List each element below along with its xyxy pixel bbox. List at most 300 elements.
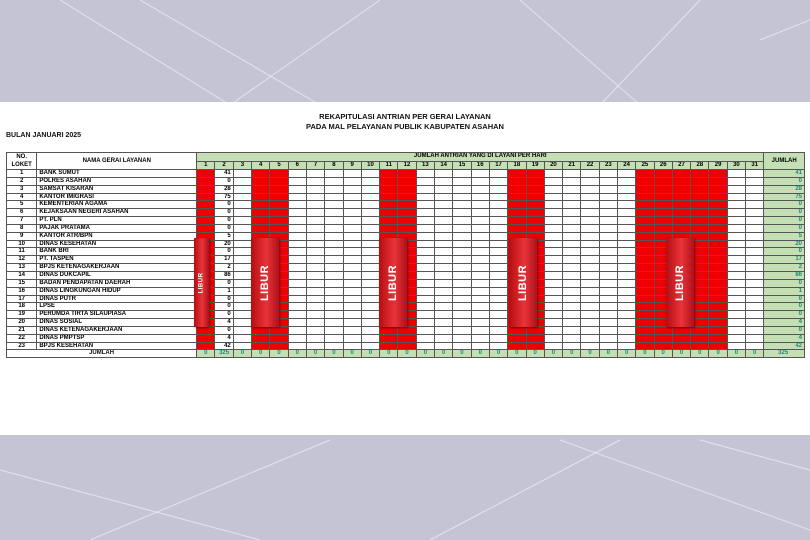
day-cell xyxy=(453,264,471,272)
day-cell xyxy=(709,342,727,350)
day-cell xyxy=(581,287,599,295)
day-cell xyxy=(617,279,635,287)
day-cell xyxy=(581,319,599,327)
day-cell xyxy=(233,185,251,193)
day-cell xyxy=(544,201,562,209)
day-cell xyxy=(435,224,453,232)
day-cell xyxy=(453,185,471,193)
day-cell xyxy=(617,326,635,334)
footer-day-total: 0 xyxy=(691,350,709,358)
row-total: 75 xyxy=(764,193,805,201)
day-cell xyxy=(727,209,745,217)
day-cell xyxy=(544,342,562,350)
footer-day-total: 0 xyxy=(416,350,434,358)
day-cell xyxy=(270,326,288,334)
day-cell xyxy=(727,342,745,350)
day-cell xyxy=(617,193,635,201)
day-cell xyxy=(453,342,471,350)
day-value: 0 xyxy=(215,311,233,319)
day-cell xyxy=(361,232,379,240)
day-cell xyxy=(233,248,251,256)
row-total: 0 xyxy=(764,311,805,319)
row-number: 23 xyxy=(7,342,37,350)
day-cell xyxy=(636,256,654,264)
day-cell xyxy=(453,217,471,225)
day-cell xyxy=(489,319,507,327)
day-cell xyxy=(709,177,727,185)
day-cell xyxy=(563,201,581,209)
row-total: 0 xyxy=(764,248,805,256)
day-cell xyxy=(489,177,507,185)
service-name: KANTOR IMIGRASI xyxy=(37,193,197,201)
day-cell xyxy=(727,240,745,248)
header-day: 19 xyxy=(526,161,544,170)
day-cell xyxy=(380,217,398,225)
day-cell xyxy=(306,319,324,327)
day-cell xyxy=(508,193,526,201)
day-cell xyxy=(325,185,343,193)
day-cell xyxy=(435,185,453,193)
day-cell xyxy=(325,201,343,209)
day-cell xyxy=(654,170,672,178)
day-cell xyxy=(599,271,617,279)
day-cell xyxy=(672,224,690,232)
day-cell xyxy=(617,201,635,209)
day-cell xyxy=(306,256,324,264)
row-number: 14 xyxy=(7,271,37,279)
day-cell xyxy=(325,287,343,295)
day-cell xyxy=(489,224,507,232)
day-cell xyxy=(233,326,251,334)
day-cell xyxy=(325,240,343,248)
day-cell xyxy=(435,256,453,264)
day-cell xyxy=(471,232,489,240)
header-day: 21 xyxy=(563,161,581,170)
day-cell xyxy=(233,271,251,279)
day-cell xyxy=(288,201,306,209)
day-cell xyxy=(325,303,343,311)
day-cell xyxy=(270,177,288,185)
day-cell xyxy=(435,217,453,225)
day-cell xyxy=(544,319,562,327)
row-total: 0 xyxy=(764,217,805,225)
day-cell xyxy=(435,319,453,327)
row-total: 0 xyxy=(764,201,805,209)
row-number: 5 xyxy=(7,201,37,209)
row-total: 0 xyxy=(764,224,805,232)
day-cell xyxy=(325,217,343,225)
day-cell xyxy=(380,201,398,209)
day-cell xyxy=(489,287,507,295)
day-cell xyxy=(416,319,434,327)
day-cell xyxy=(581,326,599,334)
day-cell xyxy=(617,224,635,232)
day-value: 75 xyxy=(215,193,233,201)
day-cell xyxy=(581,201,599,209)
day-cell xyxy=(435,287,453,295)
day-cell xyxy=(526,185,544,193)
day-cell xyxy=(453,256,471,264)
day-cell xyxy=(599,342,617,350)
service-name: DINAS PMPTSP xyxy=(37,334,197,342)
day-cell xyxy=(252,217,270,225)
day-cell xyxy=(709,232,727,240)
day-cell xyxy=(691,193,709,201)
day-cell xyxy=(727,287,745,295)
day-cell xyxy=(544,185,562,193)
footer-day-total: 325 xyxy=(215,350,233,358)
day-cell xyxy=(233,240,251,248)
day-cell xyxy=(581,185,599,193)
service-name: BPJS KETENAGAKERJAAN xyxy=(37,264,197,272)
row-number: 6 xyxy=(7,209,37,217)
service-name: DINAS KESEHATAN xyxy=(37,240,197,248)
day-cell xyxy=(233,287,251,295)
service-name: KANTOR ATR/BPN xyxy=(37,232,197,240)
footer-day-total: 0 xyxy=(435,350,453,358)
day-cell xyxy=(270,334,288,342)
footer-day-total: 0 xyxy=(636,350,654,358)
row-total: 4 xyxy=(764,319,805,327)
service-name: BANK SUMUT xyxy=(37,170,197,178)
day-cell xyxy=(252,334,270,342)
row-total: 0 xyxy=(764,295,805,303)
day-cell xyxy=(746,295,764,303)
day-cell xyxy=(544,248,562,256)
day-cell xyxy=(508,170,526,178)
day-cell xyxy=(727,185,745,193)
row-number: 2 xyxy=(7,177,37,185)
day-cell xyxy=(563,326,581,334)
day-cell xyxy=(727,295,745,303)
day-cell xyxy=(563,224,581,232)
day-cell xyxy=(599,303,617,311)
service-name: DINAS LINGKUNGAN HIDUP xyxy=(37,287,197,295)
day-cell xyxy=(636,311,654,319)
day-cell xyxy=(709,311,727,319)
day-cell xyxy=(416,224,434,232)
day-cell xyxy=(343,334,361,342)
row-total: 0 xyxy=(764,209,805,217)
day-cell xyxy=(453,201,471,209)
day-cell xyxy=(599,319,617,327)
row-total: 42 xyxy=(764,342,805,350)
day-cell xyxy=(526,342,544,350)
day-cell xyxy=(599,193,617,201)
day-cell xyxy=(599,334,617,342)
day-cell xyxy=(453,271,471,279)
day-cell xyxy=(709,240,727,248)
day-cell xyxy=(727,326,745,334)
table-row xyxy=(7,193,805,201)
day-cell xyxy=(746,217,764,225)
service-name: BPJS KESEHATAN xyxy=(37,342,197,350)
day-cell xyxy=(508,334,526,342)
day-cell xyxy=(416,264,434,272)
row-total: 4 xyxy=(764,334,805,342)
day-cell xyxy=(270,217,288,225)
day-cell xyxy=(709,224,727,232)
day-cell xyxy=(563,240,581,248)
footer-day-total: 0 xyxy=(563,350,581,358)
day-cell xyxy=(563,342,581,350)
day-cell xyxy=(325,248,343,256)
row-number: 8 xyxy=(7,224,37,232)
day-cell xyxy=(471,287,489,295)
service-name: PERUMDA TIRTA SILAUPIASA xyxy=(37,311,197,319)
day-cell xyxy=(343,311,361,319)
day-cell xyxy=(691,217,709,225)
day-cell xyxy=(361,224,379,232)
day-cell xyxy=(343,248,361,256)
footer-day-total: 0 xyxy=(709,350,727,358)
footer-day-total: 0 xyxy=(599,350,617,358)
day-value: 86 xyxy=(215,271,233,279)
day-cell xyxy=(746,240,764,248)
day-cell xyxy=(435,177,453,185)
day-cell xyxy=(599,224,617,232)
day-cell xyxy=(526,224,544,232)
row-number: 10 xyxy=(7,240,37,248)
day-cell xyxy=(508,326,526,334)
day-cell xyxy=(288,240,306,248)
table-row xyxy=(7,185,805,193)
day-cell xyxy=(343,217,361,225)
day-cell xyxy=(489,326,507,334)
day-cell xyxy=(672,326,690,334)
day-cell xyxy=(398,342,416,350)
day-cell xyxy=(471,342,489,350)
day-cell xyxy=(581,193,599,201)
service-name: SAMSAT KISARAN xyxy=(37,185,197,193)
header-day: 27 xyxy=(672,161,690,170)
libur-label: LIBUR xyxy=(517,264,530,301)
day-cell xyxy=(471,271,489,279)
day-cell xyxy=(361,303,379,311)
day-cell xyxy=(361,209,379,217)
day-cell xyxy=(380,170,398,178)
day-cell xyxy=(489,342,507,350)
header-day: 3 xyxy=(233,161,251,170)
row-total: 5 xyxy=(764,232,805,240)
day-cell xyxy=(709,193,727,201)
report-sheet xyxy=(0,102,810,435)
day-cell xyxy=(746,193,764,201)
day-cell xyxy=(636,232,654,240)
day-cell xyxy=(709,170,727,178)
day-cell xyxy=(361,170,379,178)
day-cell xyxy=(453,209,471,217)
footer-day-total: 0 xyxy=(288,350,306,358)
day-cell xyxy=(636,177,654,185)
row-number: 4 xyxy=(7,193,37,201)
day-cell xyxy=(489,311,507,319)
day-cell xyxy=(746,311,764,319)
day-cell xyxy=(563,217,581,225)
day-cell xyxy=(563,295,581,303)
footer-day-total: 0 xyxy=(727,350,745,358)
day-cell xyxy=(709,256,727,264)
day-cell xyxy=(654,224,672,232)
service-name: PT. TASPEN xyxy=(37,256,197,264)
day-cell xyxy=(471,209,489,217)
day-cell xyxy=(197,209,215,217)
day-cell xyxy=(233,256,251,264)
day-cell xyxy=(233,264,251,272)
day-cell xyxy=(306,209,324,217)
day-cell xyxy=(435,334,453,342)
day-cell xyxy=(471,240,489,248)
day-cell xyxy=(489,232,507,240)
day-value: 0 xyxy=(215,224,233,232)
day-cell xyxy=(563,319,581,327)
day-cell xyxy=(563,232,581,240)
day-cell xyxy=(544,326,562,334)
day-cell xyxy=(489,201,507,209)
day-cell xyxy=(471,311,489,319)
day-cell xyxy=(233,209,251,217)
day-cell xyxy=(416,326,434,334)
day-cell xyxy=(361,217,379,225)
day-cell xyxy=(325,209,343,217)
day-cell xyxy=(197,177,215,185)
day-cell xyxy=(526,334,544,342)
day-cell xyxy=(453,287,471,295)
day-cell xyxy=(727,319,745,327)
row-number: 19 xyxy=(7,311,37,319)
day-cell xyxy=(471,248,489,256)
day-cell xyxy=(544,177,562,185)
day-value: 20 xyxy=(215,240,233,248)
day-cell xyxy=(416,193,434,201)
footer-day-total: 0 xyxy=(343,350,361,358)
day-cell xyxy=(343,279,361,287)
day-cell xyxy=(691,224,709,232)
day-cell xyxy=(306,177,324,185)
day-cell xyxy=(325,193,343,201)
header-day: 2 xyxy=(215,161,233,170)
day-cell xyxy=(654,193,672,201)
day-cell xyxy=(325,170,343,178)
day-cell xyxy=(489,193,507,201)
day-cell xyxy=(544,295,562,303)
day-cell xyxy=(435,248,453,256)
day-cell xyxy=(471,185,489,193)
day-cell xyxy=(380,177,398,185)
row-number: 13 xyxy=(7,264,37,272)
day-cell xyxy=(672,334,690,342)
day-cell xyxy=(361,256,379,264)
day-cell xyxy=(709,264,727,272)
day-cell xyxy=(727,232,745,240)
day-cell xyxy=(581,240,599,248)
row-total: 17 xyxy=(764,256,805,264)
day-cell xyxy=(617,342,635,350)
day-cell xyxy=(453,248,471,256)
day-cell xyxy=(599,264,617,272)
day-cell xyxy=(435,170,453,178)
day-cell xyxy=(288,193,306,201)
day-cell xyxy=(599,177,617,185)
day-cell xyxy=(270,224,288,232)
row-total: 20 xyxy=(764,240,805,248)
day-cell xyxy=(252,342,270,350)
day-value: 0 xyxy=(215,279,233,287)
service-name: POLRES ASAHAN xyxy=(37,177,197,185)
libur-label: LIBUR xyxy=(259,264,272,301)
row-number: 15 xyxy=(7,279,37,287)
day-cell xyxy=(544,256,562,264)
header-day: 23 xyxy=(599,161,617,170)
day-cell xyxy=(288,271,306,279)
day-cell xyxy=(526,209,544,217)
day-cell xyxy=(508,201,526,209)
day-value: 17 xyxy=(215,256,233,264)
day-cell xyxy=(727,334,745,342)
day-cell xyxy=(581,264,599,272)
day-cell xyxy=(398,185,416,193)
day-cell xyxy=(380,224,398,232)
day-cell xyxy=(709,334,727,342)
day-cell xyxy=(416,334,434,342)
day-cell xyxy=(581,170,599,178)
service-name: DINAS KETENAGAKERJAAN xyxy=(37,326,197,334)
day-cell xyxy=(306,303,324,311)
header-day: 12 xyxy=(398,161,416,170)
day-cell xyxy=(306,248,324,256)
day-cell xyxy=(636,248,654,256)
day-cell xyxy=(599,295,617,303)
day-cell xyxy=(654,209,672,217)
day-cell xyxy=(746,209,764,217)
day-value: 4 xyxy=(215,319,233,327)
day-cell xyxy=(325,311,343,319)
libur-banner xyxy=(194,238,209,327)
day-cell xyxy=(343,326,361,334)
day-cell xyxy=(453,170,471,178)
service-name: KEMENTERIAN AGAMA xyxy=(37,201,197,209)
day-value: 4 xyxy=(215,334,233,342)
day-cell xyxy=(288,256,306,264)
day-cell xyxy=(489,271,507,279)
day-cell xyxy=(233,193,251,201)
day-cell xyxy=(306,185,324,193)
service-name: DINAS DUKCAPIL xyxy=(37,271,197,279)
footer-day-total: 0 xyxy=(252,350,270,358)
day-cell xyxy=(526,217,544,225)
day-cell xyxy=(325,256,343,264)
day-cell xyxy=(306,201,324,209)
day-cell xyxy=(252,209,270,217)
day-cell xyxy=(489,295,507,303)
day-cell xyxy=(416,240,434,248)
day-cell xyxy=(489,217,507,225)
day-cell xyxy=(636,193,654,201)
day-cell xyxy=(453,319,471,327)
day-cell xyxy=(197,193,215,201)
footer-label: JUMLAH xyxy=(7,350,197,358)
day-cell xyxy=(691,342,709,350)
day-cell xyxy=(306,232,324,240)
day-cell xyxy=(252,193,270,201)
day-cell xyxy=(636,209,654,217)
day-cell xyxy=(599,209,617,217)
day-cell xyxy=(489,334,507,342)
day-cell xyxy=(416,311,434,319)
day-cell xyxy=(581,342,599,350)
day-cell xyxy=(526,177,544,185)
table-row xyxy=(7,334,805,342)
